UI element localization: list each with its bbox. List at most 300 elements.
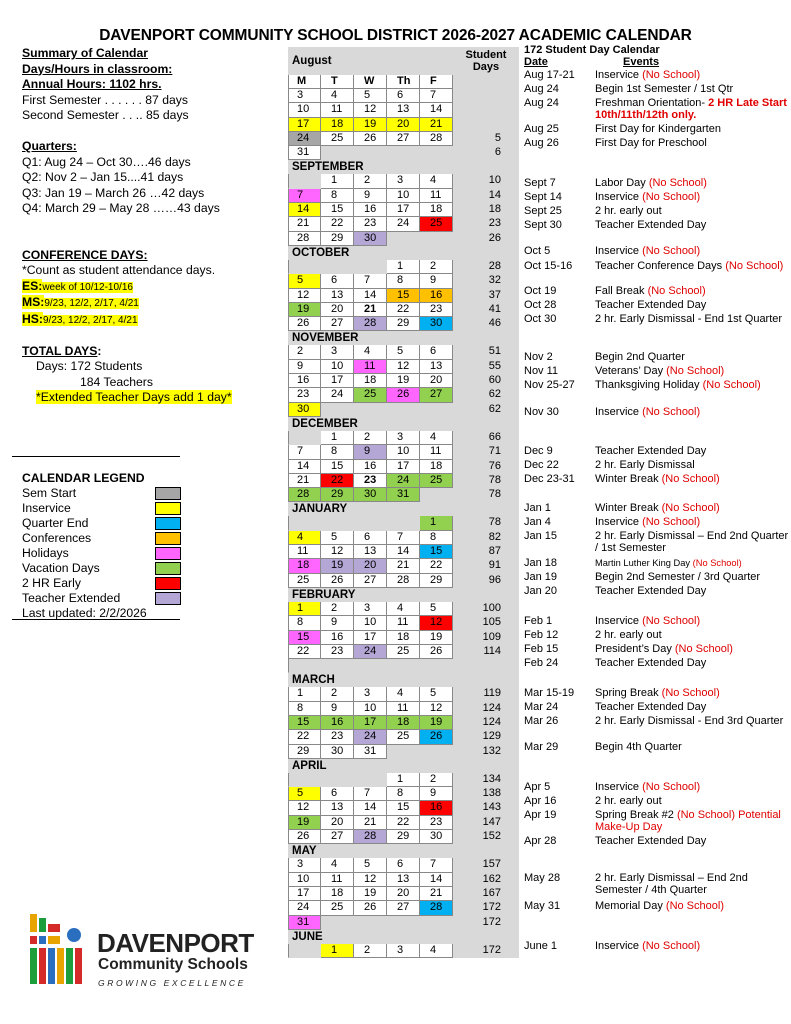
week-row xyxy=(288,274,519,288)
event-date: Oct 19 xyxy=(524,285,557,298)
student-days: Days: 172 Students xyxy=(36,359,143,373)
ms-dates: 9/23, 12/2, 2/17, 4/21 xyxy=(44,298,139,309)
quarter-1: Q1: Aug 24 – Oct 30….46 days xyxy=(22,154,191,169)
student-day-total: 172 xyxy=(482,943,501,956)
day-cell: 13 xyxy=(321,289,354,303)
event-description: Teacher Conference Days xyxy=(595,260,726,273)
student-day-total: 78 xyxy=(488,488,501,501)
day-cell xyxy=(288,174,321,188)
month-heading: APRIL xyxy=(292,759,327,772)
day-cell: 16 xyxy=(420,289,453,303)
day-cell: 21 xyxy=(288,474,321,488)
day-cell: 17 xyxy=(321,374,354,388)
day-cell: 7 xyxy=(288,445,321,459)
event-description: Freshman Orientation- xyxy=(595,97,709,110)
event-description: Veterans’ Day xyxy=(595,365,667,378)
event-date: Oct 28 xyxy=(524,299,557,312)
student-day-total: 62 xyxy=(488,402,501,415)
day-cell: 13 xyxy=(354,545,387,559)
second-semester: Second Semester . . .. 85 days xyxy=(22,108,189,122)
teacher-days: 184 Teachers xyxy=(80,374,153,389)
day-cell: 11 xyxy=(387,616,420,630)
day-cell: 16 xyxy=(321,716,354,730)
day-cell xyxy=(321,146,354,160)
day-cell: 28 xyxy=(288,488,321,502)
student-day-total xyxy=(453,103,519,117)
event-note: (No School) xyxy=(661,502,720,515)
day-cell xyxy=(288,516,321,530)
day-cell: 14 xyxy=(387,545,420,559)
event-description: 2 hr. early out xyxy=(595,795,662,808)
month-heading: JUNE xyxy=(292,930,323,943)
day-cell: 28 xyxy=(288,232,321,246)
day-cell: 4 xyxy=(420,944,453,958)
divider xyxy=(12,456,180,457)
day-cell: 4 xyxy=(288,531,321,545)
day-cell: 15 xyxy=(288,716,321,730)
day-cell: 10 xyxy=(354,702,387,716)
day-cell: 8 xyxy=(321,189,354,203)
event-description: Winter Break xyxy=(595,502,662,515)
event-description: Inservice xyxy=(595,615,643,628)
day-cell: 26 xyxy=(354,132,387,146)
day-cell: 3 xyxy=(354,602,387,616)
student-day-total: 172 xyxy=(482,901,501,914)
day-cell: 1 xyxy=(321,944,354,958)
month-heading: MARCH xyxy=(292,674,335,687)
day-cell: 24 xyxy=(321,388,354,402)
day-cell: 4 xyxy=(321,858,354,872)
day-cell: 3 xyxy=(321,345,354,359)
day-cell: 11 xyxy=(354,360,387,374)
event-description: Inservice xyxy=(595,69,643,82)
event-description: 2 hr. Early Dismissal – End 2nd Semester / 4th Quarter xyxy=(595,872,748,897)
day-cell: 7 xyxy=(420,858,453,872)
student-day-total: 129 xyxy=(482,730,501,743)
legend-swatch xyxy=(155,487,181,500)
student-day-total: 62 xyxy=(488,388,501,401)
day-cell: 13 xyxy=(387,103,420,117)
legend-swatch xyxy=(155,547,181,560)
day-cell: 29 xyxy=(387,830,420,844)
day-cell: 16 xyxy=(321,631,354,645)
day-cell: 5 xyxy=(354,858,387,872)
day-cell xyxy=(354,773,387,787)
week-row xyxy=(288,716,519,730)
summary-panel xyxy=(22,46,282,406)
event-date: Jan 15 xyxy=(524,530,558,543)
week-row xyxy=(288,516,519,530)
day-cell: 2 xyxy=(288,345,321,359)
day-cell: 5 xyxy=(387,345,420,359)
student-day-total: 76 xyxy=(488,459,501,472)
day-cell xyxy=(288,260,321,274)
student-day-total: 96 xyxy=(488,573,501,586)
day-cell: 17 xyxy=(354,631,387,645)
day-cell: 28 xyxy=(420,132,453,146)
student-day-total: 32 xyxy=(488,274,501,287)
event-date: Jan 19 xyxy=(524,571,558,584)
day-cell xyxy=(321,260,354,274)
weekday-label: W xyxy=(354,75,387,89)
day-cell: 3 xyxy=(354,687,387,701)
day-cell: 18 xyxy=(387,631,420,645)
day-cell: 18 xyxy=(321,887,354,901)
event-date: Aug 17-21 xyxy=(524,69,575,82)
day-cell: 1 xyxy=(387,260,420,274)
event-description: 2 hr. Early Dismissal xyxy=(595,459,695,472)
day-cell: 3 xyxy=(387,174,420,188)
month-heading: FEBRUARY xyxy=(292,588,356,601)
day-cell: 1 xyxy=(420,516,453,530)
day-cell xyxy=(354,260,387,274)
day-cell: 3 xyxy=(288,858,321,872)
week-row xyxy=(288,431,519,445)
event-description: Teacher Extended Day xyxy=(595,219,707,232)
day-cell xyxy=(354,516,387,530)
day-cell: 11 xyxy=(420,445,453,459)
day-cell: 2 xyxy=(321,687,354,701)
day-cell: 7 xyxy=(288,189,321,203)
day-cell: 17 xyxy=(387,203,420,217)
day-cell: 11 xyxy=(288,545,321,559)
legend-item xyxy=(22,561,182,576)
day-cell: 15 xyxy=(387,289,420,303)
event-date: Sept 7 xyxy=(524,177,556,190)
legend-label: 2 HR Early xyxy=(22,576,81,590)
student-day-total: 91 xyxy=(488,559,501,572)
student-day-total: 28 xyxy=(488,259,501,272)
student-day-total: 147 xyxy=(482,815,501,828)
day-cell: 6 xyxy=(387,89,420,103)
day-cell: 25 xyxy=(420,474,453,488)
student-day-total: 87 xyxy=(488,545,501,558)
day-cell xyxy=(387,516,420,530)
day-cell: 25 xyxy=(420,217,453,231)
day-cell: 1 xyxy=(288,687,321,701)
event-description: 2 hr. Early Dismissal - End 3rd Quarter xyxy=(595,715,784,728)
student-day-total xyxy=(453,118,519,132)
conference-note: *Count as student attendance days. xyxy=(22,263,216,277)
student-day-total: 157 xyxy=(482,858,501,871)
week-row xyxy=(288,801,519,815)
event-description: Teacher Extended Day xyxy=(595,657,707,670)
event-description: Teacher Extended Day xyxy=(595,585,707,598)
legend-label: Quarter End xyxy=(22,516,89,530)
event-date: Apr 5 xyxy=(524,781,551,794)
day-cell: 14 xyxy=(354,801,387,815)
event-date: Oct 15-16 xyxy=(524,260,573,273)
day-cell: 18 xyxy=(387,716,420,730)
day-cell: 22 xyxy=(288,645,321,659)
event-description: Spring Break #2 xyxy=(595,809,677,822)
student-day-total: 26 xyxy=(488,231,501,244)
event-date: Feb 24 xyxy=(524,657,559,670)
day-cell: 5 xyxy=(420,602,453,616)
event-note: (No School) xyxy=(674,643,733,656)
week-row xyxy=(288,488,519,502)
day-cell: 2 xyxy=(354,174,387,188)
day-cell: 22 xyxy=(387,816,420,830)
day-cell: 29 xyxy=(387,317,420,331)
day-cell: 4 xyxy=(420,174,453,188)
event-note: (No School) xyxy=(725,260,784,273)
day-cell xyxy=(288,431,321,445)
day-cell: 8 xyxy=(288,616,321,630)
event-date: May 31 xyxy=(524,900,561,913)
student-day-total: 114 xyxy=(483,644,501,657)
week-row xyxy=(288,702,519,716)
day-cell: 23 xyxy=(288,388,321,402)
student-day-total xyxy=(453,659,519,673)
day-cell: 18 xyxy=(288,559,321,573)
event-note: (No School) xyxy=(666,365,725,378)
day-cell: 19 xyxy=(420,716,453,730)
week-row xyxy=(288,460,519,474)
day-cell: 17 xyxy=(288,887,321,901)
event-date: Apr 19 xyxy=(524,809,557,822)
day-cell: 5 xyxy=(288,787,321,801)
day-cell: 7 xyxy=(387,531,420,545)
weekday-label: Th xyxy=(387,75,420,89)
event-description: Inservice xyxy=(595,781,643,794)
event-date: Mar 26 xyxy=(524,715,559,728)
day-cell: 20 xyxy=(387,118,420,132)
student-day-total: 152 xyxy=(482,830,501,843)
week-row xyxy=(288,388,519,402)
week-row xyxy=(288,858,519,872)
events-heading: 172 Student Day Calendar xyxy=(524,44,660,56)
day-cell: 13 xyxy=(387,873,420,887)
event-date: Jan 4 xyxy=(524,516,551,529)
day-cell xyxy=(321,773,354,787)
day-cell xyxy=(354,146,387,160)
event-description: Inservice xyxy=(595,406,643,419)
week-row xyxy=(288,773,519,787)
day-cell: 2 xyxy=(354,944,387,958)
student-day-total: 172 xyxy=(482,915,501,928)
week-row xyxy=(288,559,519,573)
day-cell: 21 xyxy=(354,816,387,830)
day-cell: 30 xyxy=(354,232,387,246)
day-cell: 29 xyxy=(321,488,354,502)
event-note: (No School) xyxy=(642,615,701,628)
event-date: Dec 23-31 xyxy=(524,473,575,486)
day-cell: 4 xyxy=(387,602,420,616)
day-cell xyxy=(354,659,387,673)
day-cell: 7 xyxy=(354,787,387,801)
day-cell: 1 xyxy=(321,174,354,188)
day-cell: 10 xyxy=(288,103,321,117)
last-updated: Last updated: 2/2/2026 xyxy=(22,606,147,620)
event-date: Aug 25 xyxy=(524,123,559,136)
week-row xyxy=(288,631,519,645)
week-row xyxy=(288,374,519,388)
day-cell: 26 xyxy=(420,645,453,659)
day-cell: 27 xyxy=(387,901,420,915)
day-cell: 24 xyxy=(354,645,387,659)
day-cell: 15 xyxy=(387,801,420,815)
week-row xyxy=(288,174,519,188)
quarter-3: Q3: Jan 19 – March 26 …42 days xyxy=(22,185,205,200)
week-row xyxy=(288,474,519,488)
legend-item xyxy=(22,591,182,606)
day-cell: 14 xyxy=(420,103,453,117)
day-cell: 26 xyxy=(354,901,387,915)
day-cell: 28 xyxy=(387,574,420,588)
week-row xyxy=(288,345,519,359)
event-description: Memorial Day xyxy=(595,900,666,913)
day-cell: 25 xyxy=(387,645,420,659)
event-note: (No School) xyxy=(648,177,707,190)
event-date: Mar 24 xyxy=(524,701,559,714)
week-row xyxy=(288,189,519,203)
student-day-total: 14 xyxy=(488,188,501,201)
month-heading: SEPTEMBER xyxy=(292,161,364,174)
day-cell: 26 xyxy=(321,574,354,588)
day-cell: 18 xyxy=(420,460,453,474)
week-row xyxy=(288,730,519,744)
legend-label: Teacher Extended xyxy=(22,591,121,605)
day-cell: 31 xyxy=(288,916,321,930)
day-cell: 24 xyxy=(354,730,387,744)
es-label: ES: xyxy=(22,278,43,293)
event-description: Spring Break xyxy=(595,687,662,700)
student-day-total: 143 xyxy=(482,801,501,814)
legend-label: Holidays xyxy=(22,546,69,560)
day-cell: 22 xyxy=(387,303,420,317)
day-cell: 27 xyxy=(420,388,453,402)
student-day-total: 10 xyxy=(488,174,501,187)
student-day-total: 5 xyxy=(494,131,501,144)
day-cell: 6 xyxy=(321,787,354,801)
day-cell: 29 xyxy=(288,745,321,759)
legend-swatch xyxy=(155,577,181,590)
events-column-header: Events xyxy=(623,56,660,69)
logo-subtitle: Community Schools xyxy=(98,956,248,973)
day-cell: 10 xyxy=(387,445,420,459)
event-date: Nov 11 xyxy=(524,365,559,378)
student-days-header: Student Days xyxy=(465,49,507,73)
event-description: Begin 2nd Quarter xyxy=(595,351,685,364)
day-cell: 22 xyxy=(288,730,321,744)
event-note: (No School) xyxy=(661,687,720,700)
day-cell xyxy=(288,773,321,787)
week-row xyxy=(288,830,519,844)
day-cell: 23 xyxy=(420,816,453,830)
day-cell: 12 xyxy=(288,801,321,815)
day-cell: 7 xyxy=(420,89,453,103)
day-cell: 22 xyxy=(321,474,354,488)
day-cell: 20 xyxy=(321,816,354,830)
week-row xyxy=(288,916,519,930)
first-semester: First Semester . . . . . . 87 days xyxy=(22,92,188,107)
day-cell: 19 xyxy=(387,374,420,388)
day-cell: 19 xyxy=(288,816,321,830)
week-row xyxy=(288,944,519,958)
week-row xyxy=(288,616,519,630)
legend-label: Conferences xyxy=(22,531,92,545)
day-cell: 31 xyxy=(354,745,387,759)
week-row xyxy=(288,317,519,331)
event-description: Begin 1st Semester / 1st Qtr xyxy=(595,83,734,96)
student-day-total: 119 xyxy=(483,687,501,700)
day-cell: 23 xyxy=(354,474,387,488)
day-cell xyxy=(354,403,387,417)
legend-item xyxy=(22,516,182,531)
event-date: May 28 xyxy=(524,872,561,885)
student-day-total: 18 xyxy=(488,203,501,216)
week-row xyxy=(288,787,519,801)
day-cell: 10 xyxy=(354,616,387,630)
day-cell: 9 xyxy=(354,189,387,203)
day-cell: 23 xyxy=(354,217,387,231)
event-description: Begin 2nd Semester / 3rd Quarter xyxy=(595,571,761,584)
legend-item xyxy=(22,531,182,546)
day-cell: 29 xyxy=(420,574,453,588)
event-description: First Day for Kindergarten xyxy=(595,123,721,136)
day-cell: 3 xyxy=(387,431,420,445)
day-cell: 1 xyxy=(288,602,321,616)
day-cell xyxy=(420,659,453,673)
event-description: First Day for Preschool xyxy=(595,137,707,150)
day-cell: 21 xyxy=(288,217,321,231)
month-heading: MAY xyxy=(292,845,317,858)
day-cell: 16 xyxy=(288,374,321,388)
day-cell: 23 xyxy=(420,303,453,317)
calendar-legend xyxy=(22,471,182,621)
day-cell: 11 xyxy=(321,873,354,887)
student-day-total: 78 xyxy=(488,473,501,486)
day-cell: 11 xyxy=(387,702,420,716)
event-description: President’s Day xyxy=(595,643,675,656)
day-cell: 12 xyxy=(420,616,453,630)
day-cell: 18 xyxy=(321,118,354,132)
day-cell: 28 xyxy=(420,901,453,915)
day-cell: 21 xyxy=(420,887,453,901)
event-description: Labor Day xyxy=(595,177,649,190)
day-cell: 25 xyxy=(288,574,321,588)
day-cell: 10 xyxy=(321,360,354,374)
week-row xyxy=(288,545,519,559)
day-cell: 25 xyxy=(387,730,420,744)
event-note: (No School) xyxy=(692,558,742,569)
legend-label: Inservice xyxy=(22,501,71,515)
day-cell: 6 xyxy=(321,274,354,288)
student-day-total: 162 xyxy=(482,872,501,885)
student-day-total: 60 xyxy=(488,374,501,387)
weekday-header xyxy=(288,75,519,89)
day-cell: 16 xyxy=(354,460,387,474)
day-cell xyxy=(387,745,420,759)
week-row xyxy=(288,887,519,901)
event-date: Dec 9 xyxy=(524,445,553,458)
day-cell: 2 xyxy=(321,602,354,616)
day-cell: 15 xyxy=(321,460,354,474)
legend-item xyxy=(22,576,182,591)
day-cell xyxy=(321,403,354,417)
student-day-total: 41 xyxy=(488,302,501,315)
weekday-label: T xyxy=(321,75,354,89)
day-cell: 22 xyxy=(321,217,354,231)
day-cell: 14 xyxy=(288,460,321,474)
week-row xyxy=(288,403,519,417)
total-days-heading: TOTAL DAYS xyxy=(22,343,98,358)
day-cell: 6 xyxy=(354,531,387,545)
quarters-heading: Quarters: xyxy=(22,139,77,153)
day-cell: 19 xyxy=(354,887,387,901)
event-note: (No School) xyxy=(642,245,701,258)
